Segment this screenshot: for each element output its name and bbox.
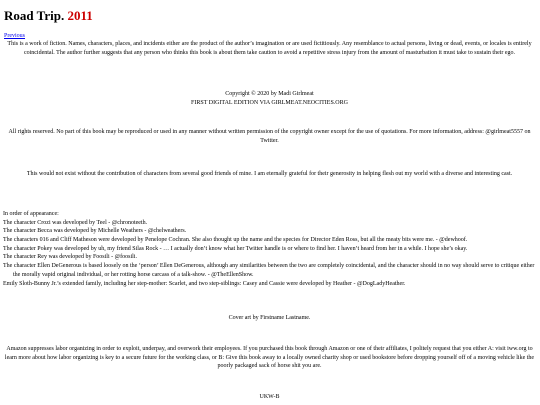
- page-title: [4, 8, 93, 24]
- copyright-block: [3, 90, 536, 107]
- credits-list: [3, 210, 536, 288]
- credits-heading: In order of appearance:: [3, 211, 59, 217]
- title-main: Road Trip.: [4, 8, 65, 23]
- credit-item: The character Ellen DeGenerous is based loosely on the ‘person’ Ellen DeGenerous, although any similarities between the two are completely coincidental, and the character should in no way should serve to critique either the morally vapid original individual, or her rotting horse carcass of a talk-show. - @TheEllenShow.: [3, 263, 535, 278]
- credit-item: The character Becca was developed by Michelle Weathers - @chelweathers.: [3, 228, 187, 235]
- thanks-paragraph: This would not exist without the contribution of characters from several good friends of mine. I am eternally grateful for their generosity in helping flesh out my world with a diverse and interesting cast.: [26, 171, 513, 177]
- credit-item: The character Crozi was developed by Teel - @chronoteeth.: [3, 219, 148, 226]
- cover-art-credit: Cover art by Firstname Lastname.: [228, 315, 311, 321]
- copyright-line: Copyright © 2020 by Madi Girlmeat: [225, 91, 314, 97]
- title-year: 2011: [67, 8, 93, 23]
- credit-item: The character Rey was developed by Foosili - @foosili.: [3, 254, 137, 261]
- credit-item: The character Pokey was developed by uh, my friend Silas Rock - … I actually don’t know what her Twitter handle is or where to find her. I haven’t heard from her in a while. I hope she’s okay.: [3, 245, 468, 252]
- edition-line: FIRST DIGITAL EDITION VIA GIRLMEAT.NEOCITIES.ORG: [191, 99, 348, 106]
- previous-link[interactable]: Previous: [4, 33, 25, 39]
- credit-item: Emily Sloth-Bunny Jr.’s extended family, including her step-mother: Scarlet, and two step-siblings: Casey and Cassie were developed by Heather - @DogLadyHeather.: [3, 280, 406, 287]
- disclaimer-paragraph: This is a work of fiction. Names, characters, places, and incidents either are the product of the author’s imagination or are used fictitiously. Any resemblance to actual persons, living or dead, events, or locales is entirely coincidental. The author further suggests that any person who thinks this book is about them take caution to avoid a repetitive stress injury from the amount of masturbation it must take to sustain their ego.: [7, 41, 532, 56]
- rights-paragraph: All rights reserved. No part of this book may be reproduced or used in any manner without written permission of the copyright owner except for the use of quotations. For more information, address: @girlmeat5557 on Twitter.: [8, 129, 531, 144]
- credit-item: The characters 016 and Cliff Matheson were developed by Penelope Cochran. She also thought up the name and the species for Director Eden Ross, but all the meaty bits were me. - @dewhoof.: [3, 237, 468, 244]
- labor-note-paragraph: Amazon suppresses labor organizing in order to exploit, underpay, and overwork their employees. If you purchased this book through Amazon or one of their affiliates, I politely request that you either A: visit iww.org to learn more about how labor organizing is key to a secure future for the working class, or B: Give this book away to a locally owned charity shop or used bookstore before dropping yourself off of a moving vehicle like the poorly packaged sack of horse shit you are.: [4, 346, 535, 370]
- footer-code: UKW-B: [259, 394, 280, 400]
